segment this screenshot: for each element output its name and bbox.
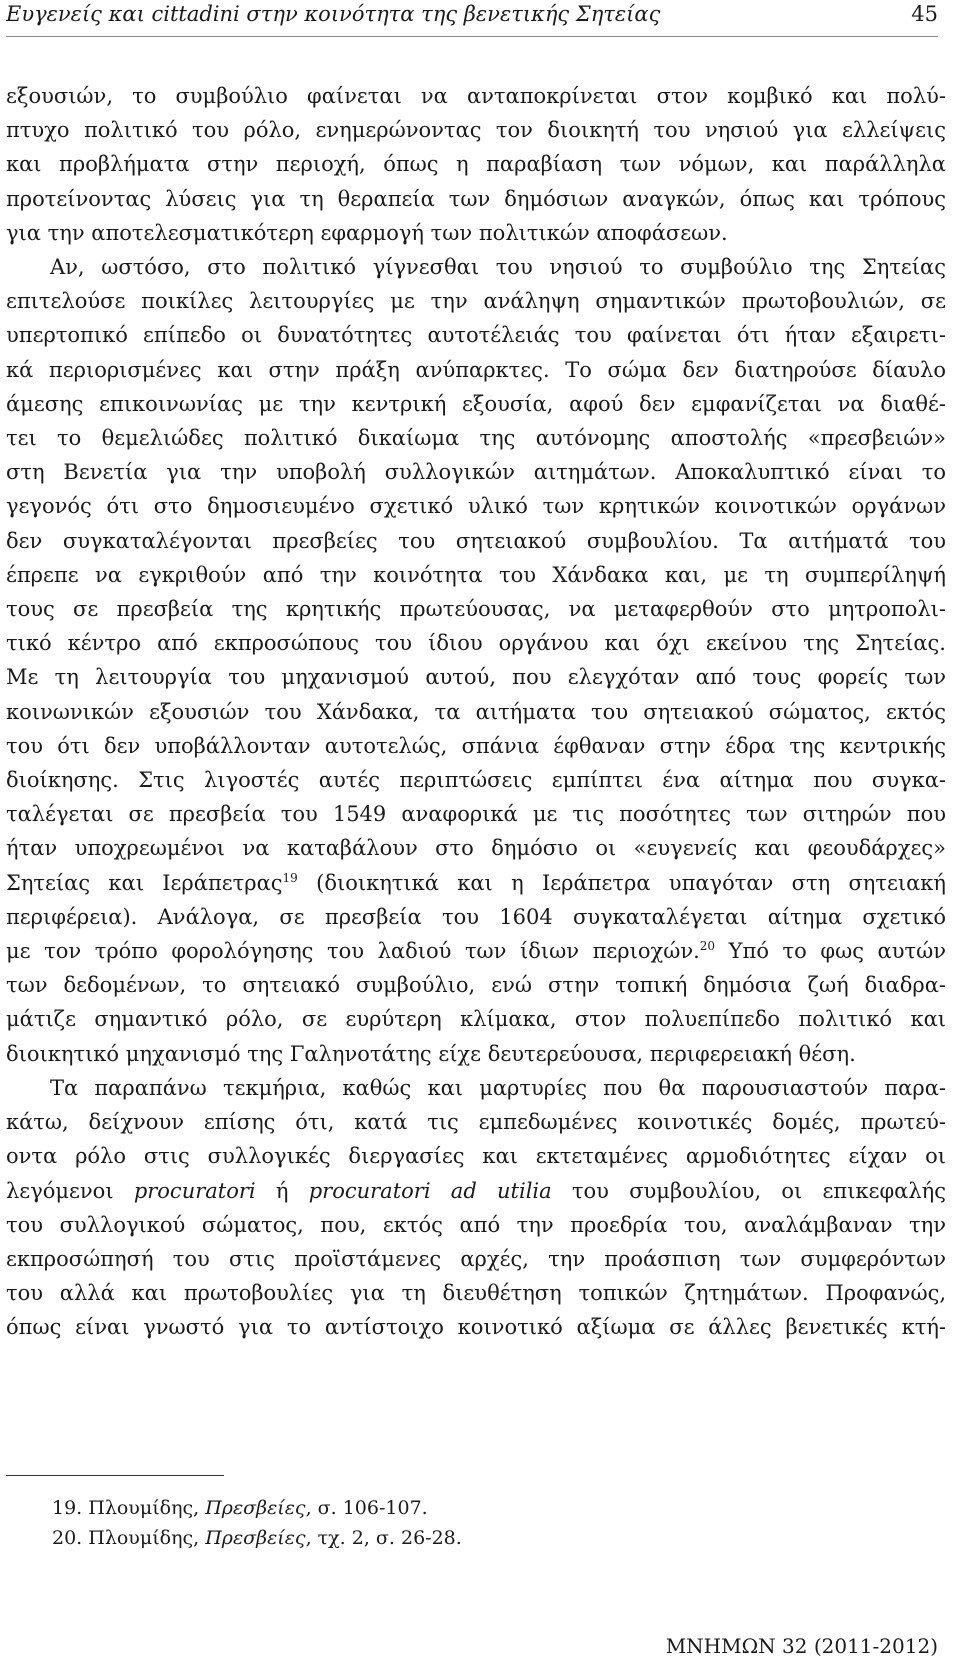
- text-line: [6, 934, 946, 968]
- text-line: ταλέγεται σε πρεσβεία του 1549 αναφορικά με τις ποσότητες των σιτηρών που: [6, 802, 946, 827]
- footnotes: [52, 1493, 462, 1553]
- text-line: του αλλά και πρωτοβουλίες για τη διευθέτηση τοπικών ζητημάτων. Προφανώς,: [6, 1281, 946, 1306]
- text-line: δεν συγκαταλέγονται πρεσβείες του σητειακού συμβουλίου. Τα αιτήματά του: [6, 528, 946, 553]
- text-line: έπρεπε να εγκριθούν από την κοινότητα του Χάνδακα και, με τη συμπερίληψή: [6, 562, 946, 587]
- footnote-20: [52, 1523, 462, 1553]
- footnote-separator: [6, 1475, 224, 1476]
- latin-term: procuratori ad utilia: [308, 1178, 552, 1203]
- text-line: [6, 866, 946, 900]
- footnote-pages: , τχ. 2, σ. 26-28.: [305, 1527, 462, 1549]
- text-line: ήταν υποχρεωμένοι να καταβάλουν στο δημόσιο οι «ευγενείς και φεουδάρχες»: [6, 836, 946, 861]
- footnote-title: Πρεσβείες: [205, 1527, 306, 1549]
- text-line: γεγονός ότι στο δημοσιευμένο σχετικό υλικό των κρητικών κοινοτικών οργάνων: [6, 494, 946, 519]
- text-line: πτυχο πολιτικό του ρόλο, ενημερώνοντας τον διοικητή του νησιού για ελλείψεις: [6, 118, 946, 143]
- footnote-ref-20[interactable]: 20: [699, 939, 716, 954]
- page-number: 45: [911, 2, 938, 26]
- text-line: για την αποτελεσματικότερη εφαρμογή των πολιτικών αποφάσεων.: [6, 220, 728, 245]
- journal-footer: ΜΝΗΜΩΝ 32 (2011-2012): [665, 1634, 938, 1658]
- latin-term: procuratori: [133, 1178, 256, 1203]
- text-line: τικό κέντρο από εκπροσώπους του ίδιου οργάνου και όχι εκείνου της Σητείας.: [6, 631, 946, 656]
- text-segment: του συμβουλίου, οι επικεφαλής: [551, 1178, 946, 1203]
- text-line: όπως είναι γνωστό για το αντίστοιχο κοινοτικό αξίωμα σε άλλες βενετικές κτή-: [6, 1315, 946, 1340]
- text-segment: Υπό το φως αυτών: [715, 939, 946, 964]
- text-line: στη Βενετία για την υποβολή συλλογικών αιτημάτων. Αποκαλυπτικό είναι το: [6, 460, 946, 485]
- text-line: των δεδομένων, το σητειακό συμβούλιο, ενώ στην τοπική δημόσια ζωή διαδρα-: [6, 973, 946, 998]
- text-line: οντα ρόλο στις συλλογικές διεργασίες και εκτεταμένες αρμοδιότητες είχαν οι: [6, 1144, 946, 1169]
- body-text: [6, 79, 946, 1345]
- footnote-ref-19[interactable]: 19: [282, 870, 298, 885]
- footnote-number: 20.: [52, 1527, 83, 1549]
- text-line: κοινωνικών εξουσιών του Χάνδακα, τα αιτήματα του σητειακού σώματος, εκτός: [6, 699, 946, 724]
- text-line: και προβλήματα στην περιοχή, όπως η παραβίαση των νόμων, και παράλληλα: [6, 152, 946, 177]
- footnote-author: Πλουμίδης,: [82, 1497, 206, 1519]
- text-line: διοίκησης. Στις λιγοστές αυτές περιπτώσεις εμπίπτει ένα αίτημα που συγκα-: [6, 768, 946, 793]
- text-line: προτείνοντας λύσεις για τη θεραπεία των δημόσιων αναγκών, όπως και τρόπους: [6, 186, 946, 211]
- text-segment: με τον τρόπο φορολόγησης του λαδιού των ίδιων περιοχών.: [6, 939, 700, 964]
- text-line: τει το θεμελιώδες πολιτικό δικαίωμα της αυτόνομης αποστολής «πρεσβειών»: [6, 426, 946, 451]
- text-line: επιτελούσε ποικίλες λειτουργίες με την ανάληψη σημαντικών πρωτοβουλιών, σε: [6, 289, 946, 314]
- text-line: υπερτοπικό επίπεδο οι δυνατότητες αυτοτέλειάς του φαίνεται ότι ήταν εξαιρετι-: [6, 323, 946, 348]
- text-segment: ή: [255, 1178, 309, 1203]
- text-line: [6, 1174, 946, 1208]
- running-header: [6, 0, 938, 37]
- text-line: του ότι δεν υποβάλλονταν αυτοτελώς, σπάνια έφθαναν στην έδρα της κεντρικής: [6, 733, 946, 758]
- text-line: διοικητικό μηχανισμό της Γαληνοτάτης είχε δευτερεύουσα, περιφερειακή θέση.: [6, 1041, 856, 1066]
- footnote-author: Πλουμίδης,: [82, 1527, 206, 1549]
- text-segment: Σητείας και Ιεράπετρας: [6, 870, 283, 895]
- text-line: άμεσης επικοινωνίας με την κεντρική εξουσία, αφού δεν εμφανίζεται να διαθέ-: [6, 391, 946, 416]
- text-segment: (διοικητικά και η Ιεράπετρα υπαγόταν στη σητειακή: [297, 870, 946, 895]
- text-line: περιφέρεια). Ανάλογα, σε πρεσβεία του 1604 συγκαταλέγεται αίτημα σχετικό: [6, 904, 946, 929]
- footnote-number: 19.: [52, 1497, 83, 1519]
- text-line: κά περιορισμένες και στην πράξη ανύπαρκτες. Το σώμα δεν διατηρούσε δίαυλο: [6, 357, 946, 382]
- text-segment: λεγόμενοι: [6, 1178, 134, 1203]
- text-line: κάτω, δείχνουν επίσης ότι, κατά τις εμπεδωμένες κοινοτικές δομές, πρωτεύ-: [6, 1110, 946, 1135]
- text-line: του συλλογικού σώματος, που, εκτός από την προεδρία του, αναλάμβαναν την: [6, 1212, 946, 1237]
- paragraph-start-line: Τα παραπάνω τεκμήρια, καθώς και μαρτυρίες που θα παρουσιαστούν παρα-: [50, 1075, 946, 1100]
- paragraph-start-line: Αν, ωστόσο, στο πολιτικό γίγνεσθαι του νησιού το συμβούλιο της Σητείας: [50, 255, 946, 280]
- footnote-19: [52, 1493, 462, 1523]
- text-line: εκπροσώπησή του στις προϊστάμενες αρχές, την προάσπιση των συμφερόντων: [6, 1246, 946, 1271]
- footnote-pages: , σ. 106-107.: [305, 1497, 428, 1519]
- running-title: Ευγενείς και cittadini στην κοινότητα της βενετικής Σητείας: [6, 2, 661, 26]
- footnote-title: Πρεσβείες: [205, 1497, 306, 1519]
- text-line: εξουσιών, το συμβούλιο φαίνεται να ανταποκρίνεται στον κομβικό και πολύ-: [6, 84, 946, 108]
- text-line: μάτιζε σημαντικό ρόλο, σε ευρύτερη κλίμακα, στον πολυεπίπεδο πολιτικό και: [6, 1007, 946, 1032]
- text-line: τους σε πρεσβεία της κρητικής πρωτεύουσας, να μεταφερθούν στο μητροπολι-: [6, 597, 946, 622]
- text-line: Με τη λειτουργία του μηχανισμού αυτού, που ελεγχόταν από τους φορείς των: [6, 665, 946, 690]
